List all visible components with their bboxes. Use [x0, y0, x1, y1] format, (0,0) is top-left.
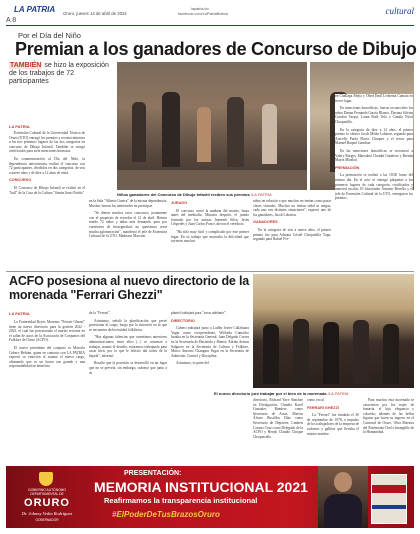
article1-byline: LA PATRIA — [9, 124, 30, 129]
article1-photo — [117, 62, 307, 190]
article2-col4 — [253, 398, 303, 442]
subheading: JURADO — [171, 201, 188, 205]
photo-figure — [263, 324, 279, 384]
ad-signature: Dr. Johnny Vedia Rodríguez — [21, 511, 73, 516]
article2-col3 — [171, 311, 249, 369]
header-rule — [6, 25, 414, 26]
masthead — [6, 4, 416, 22]
article1-headline: Premian a los ganadores de Concurso de Dibujo — [15, 39, 417, 59]
book-stripe — [372, 485, 406, 493]
photo-floor — [117, 170, 307, 190]
article-divider — [6, 271, 414, 272]
paragraph: La premiación se realizó a las 18:00 horas del mismo día. En el acto se entregó plaquetas a los primeros lugares de cada categoría, certificados y material escolar. El historiador Antonio Revollo y el jefe de Extensión Cultural de la UTO, entregaron los premios. — [335, 173, 413, 201]
subheading: GANADORES — [253, 220, 278, 225]
paragraph: Cabero trabajará junto a Ludby Javier Callahuara Yugar como vicepresidente, Wilfredo Camacho Inuaha en la Secretaría General, Juan Delgado Correa en la Secretaría de Hacienda y Bienes, Adrián Arenas Salguero en la Secretaría de Cultura y Folklore, Marco Antonio Changara Yugar en la Secretaría de Admisión, Control y Disciplina. — [171, 326, 249, 358]
article1-col1 — [9, 131, 85, 198]
article1-photo-caption — [117, 192, 272, 197]
paragraph: En la categoría de seis a nueve años, el primer premio fue para Adriana Cristel Choquetilla Tupa, segundo para Rafael Fer- — [253, 227, 331, 242]
caption-text: El nuevo directorio juró trabajar por el bien de la morenada — [214, 391, 327, 396]
subheading: PREMIACIÓN — [335, 165, 360, 170]
photo-figure — [383, 324, 399, 384]
paragraph: El nuevo presidente del conjunto es Marcelo Cabero Beltrán, quien en contacto con LA PATRIA expresó su emoción al asumir el nuevo cargo, afirmando que es un honor tan grande y una responsabilidad en beneficio — [9, 345, 85, 369]
article1-col4 — [253, 199, 331, 245]
paragraph: La "Ferrari" fue fundada el 30 de septiembre de 1978, a impulso de los trabajadores de la empresa de rodoeras y gallitas que llevaba el mismo nombre. — [307, 413, 359, 436]
article1-subhead — [9, 62, 112, 87]
header-date: Oruro, jueves 14 de abril de 2022 — [63, 11, 127, 16]
paragraph: "Ha sido muy fácil y complicado por este primer lugar. En su trabajo que mostraba la dificultad que tuvieron muchos — [171, 229, 249, 244]
paragraph: Asimismo, señaló la planificación que prevé posesionar al cargo, luego por la situación en la que se encuentra dicha entidad folklórica. — [89, 318, 167, 332]
ad-logo-mid: DEPARTAMENTAL DE — [30, 492, 64, 496]
header-social-fb: facebook.com/LaPatriaBolivia — [178, 12, 229, 16]
paragraph: Para muchos esta morenada se caracteriza por los trajes de fantasía, el lujo, elegancia y colorido; además de las bellas figuras que lucen su ingreso en el Carnaval de Oruro, Obra Maestra del Patrimonio Oral e Intangible de la Humanidad. — [363, 398, 414, 435]
portrait-head — [334, 472, 352, 492]
subheading: DIRECTORIO — [171, 318, 195, 323]
paragraph: plantel trabajará para "sacar adelante". — [171, 311, 227, 315]
paragraph: En la categoría de diez a 12 años, el primer premio lo obtuvo Jacob Milán Lobaton, segundo para Aracelly Paola Flores Chuquer y el tercer para Manuel Raquel Gamboa. — [335, 127, 413, 146]
ad-logo-block — [12, 472, 82, 524]
subhead-text: se hizo la exposición de los trabajos de 72 participantes — [9, 62, 109, 86]
article2-col1 — [9, 320, 85, 372]
subheading: FERRARI GHEZZI — [307, 405, 339, 410]
article2-byline: LA PATRIA — [9, 311, 30, 316]
ad-portrait — [318, 466, 368, 528]
header-social-web: lapatria.bo — [191, 7, 209, 11]
ad-presentacion: PRESENTACIÓN: — [124, 470, 182, 477]
book-stripe — [372, 505, 406, 509]
paragraph: En las menciones honoríficas se reconoció a Valery Burgos, Marisabel Chambi Gutiérrez y Brenda Mayra Mirabal. — [335, 148, 413, 163]
paragraph: "Se dieron muchos estos concursos, justamente con el propósito de recordar el 12 de abril. Hemos tenido 72 niños y niñas más demandó, pero por cuestiones de bioseguridad, no queríamos crear mucha aglomeración", manifestó el jefe de Extensión Cultural de la UTO, Madriaso Marconi. — [89, 211, 167, 239]
ad-subtitle: Reafirmamos la transparencia institucional — [104, 496, 258, 505]
photo-figure — [197, 107, 211, 162]
photo-figure — [132, 102, 146, 162]
paragraph: en Challapa Mejia y Obed Emil Ledezma Camata en tercer lugar. — [335, 94, 413, 103]
article1-col5 — [335, 94, 413, 204]
subheading: CONCURSO — [9, 178, 32, 183]
ad-logo-top: GOBIERNO AUTÓNOMO — [28, 488, 66, 492]
brand-logo: LA PATRIA — [14, 5, 56, 14]
paragraph: Extensión Cultural de la Universidad Técnica de Oruro (UTO) entregó los premios y reconocimientos a los tres primeros lugares de las dos categorías en concurso de Dibujo Infantil. También se otorgó certificados para siete menciones honrosas. — [9, 131, 85, 154]
subhead-accent: TAMBIÉN — [10, 62, 42, 69]
ad-signature-role: GOBERNADOR — [35, 518, 59, 522]
paragraph: de la "Ferrari". — [89, 311, 111, 315]
paragraph: directorio, Richard Yave Sánchez en Divulgación, Claudio Karol Gonzales Ramírez como Secretario de Actas, Marvin Álvaro Bustillos Díaz como Secretario de Deportes, Limbert Lozano Cruz como Delegado de la ACFO y Henyk Claudio Choque Choquecallo. — [253, 398, 303, 439]
paragraph: El Concurso de Dibujo Infantil se realizó en el "hall" de la Casa de la Cultura "Simón Iturri Patiño" — [9, 185, 85, 195]
paragraph: en la Sala "Alberto Guerra" de la misma dependencia. Muchos fueron los interesados en participar. — [89, 199, 167, 208]
photo-figure — [293, 319, 309, 384]
photo-figure — [353, 320, 369, 384]
article1-col2 — [89, 199, 167, 242]
photo-figure — [227, 97, 244, 167]
article2-col5 — [307, 398, 359, 439]
paragraph: El concurso contó la mañana del martes, hasta antes del mediodía. Minutos después, el jurado formado por los artistas Jeaneeth Silva, Jesús Céspedes y Juan Carlos Ponce, dieron el veredicto. — [171, 208, 249, 227]
article2-photo — [253, 274, 414, 388]
caption-credit: /LA PATRIA — [250, 192, 272, 197]
ad-book-cover — [371, 474, 407, 524]
article1-col3 — [171, 199, 249, 247]
photo-figure — [262, 104, 277, 164]
ad-hashtag: #ElPoderDeTusBrazosOruro — [112, 510, 220, 519]
photo-figure — [323, 322, 339, 384]
paragraph: "Hay algunas falencias que cometimos anteriores administraciones, entre ellos (...) se comenzó a trabajar, asumir el desafío, estaremos trabajando para sacar bien, por lo que le felicito ahí todos de la bajada", informó. — [89, 335, 167, 358]
article2-col2 — [89, 311, 167, 378]
ad-banner[interactable] — [6, 466, 414, 528]
paragraph: En menciones honoríficas, fueron reconocidos los niños Danna Fernanda García Blanco, Dayana Silvina Condori Tarqui, Laura Ruth Vela y Camila Nicol Choquetilla. — [335, 106, 413, 124]
caption-text: Niños ganadores del Concurso de Dibujo Infantil reciben sus premios — [117, 192, 250, 197]
article1-kicker: Por el Día del Niño — [18, 31, 81, 40]
article2-headline: ACFO posesiona al nuevo directorio de la morenada "Ferrari Ghezzi" — [9, 274, 249, 302]
paragraph: niños en relación a que muchos no tenían como pasar clases virtuales. Muchos no tenían señal ni megas, cada uno con distintos situaciones", expresó uno de los ganadores, Jacob Lobaton. — [253, 199, 331, 217]
page-number-label: A 8 — [6, 17, 17, 24]
article2-photo-caption — [214, 391, 348, 396]
paragraph: En conmemoración al Día del Niño, la dependencia universitaria, realizó el concurso con 72 participantes, divididos en dos categorías, de seis a nueve años y de diez a 12 años de edad. — [9, 156, 85, 175]
paragraph: como vocal. — [307, 398, 325, 402]
article2-col6 — [363, 398, 414, 438]
photo-figure — [162, 92, 180, 167]
paragraph: Resaltó que la posesión se desarrolló en un lugar que no se preveía, sin embargo, subrayó que junto a su — [89, 361, 167, 375]
section-label: cultural — [385, 6, 414, 16]
ad-title: MEMORIA INSTITUCIONAL 2021 — [94, 479, 308, 495]
caption-credit: /LA PATRIA — [327, 391, 349, 396]
paragraph: Asimismo, es parte del — [176, 361, 209, 366]
portrait-body — [324, 494, 362, 528]
ad-logo-main: ORURO — [24, 497, 70, 509]
paragraph: La Fraternidad Reyes Morenos "Ferrari Ghezzi" tiene un nuevo directorio para la gestión 2022 - 2023, el cual fue posesionado el martes reciente en el salón de actos de la Asociación de Conjuntos del Folklore de Oruro (ACFO). — [9, 320, 85, 343]
shield-icon — [39, 472, 53, 486]
